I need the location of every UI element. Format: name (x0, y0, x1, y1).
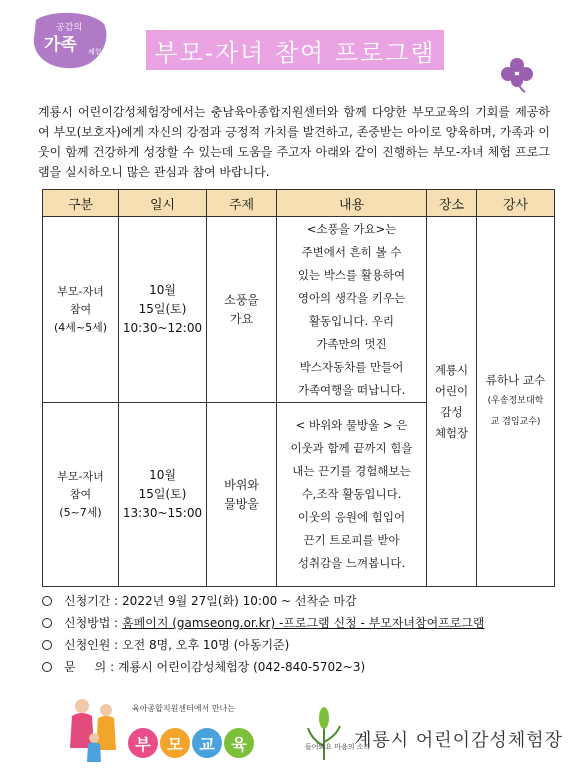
info-row-capacity (42, 634, 562, 656)
info-row-period (42, 590, 562, 612)
homepage-link[interactable]: 홈페이지 (gamseong.or.kr) -프로그램 신청 - 부모자녀참여프로그램 (122, 616, 485, 630)
datetime-cell (119, 403, 207, 587)
logo-pill: 모 (160, 728, 190, 758)
parent-education-logo (128, 728, 254, 758)
datetime-line: 15일(토) (138, 487, 187, 501)
datetime-line: 13:30~15:00 (122, 506, 203, 520)
content-line: 가족만의 멋진 (316, 336, 387, 351)
place-cell (427, 217, 477, 587)
application-info (42, 590, 562, 678)
info-value: 오전 8명, 오후 10명 (아동기준) (122, 638, 290, 652)
info-value: 계룡시 어린이감성체험장 (042-840-5702~3) (117, 660, 366, 674)
content-line: 이웃과 함께 끝까지 힘을 (290, 441, 413, 455)
organization-slogan: 들어봐요 마음의 소리 (305, 743, 371, 751)
instructor-line: 교 겸임교수) (490, 417, 541, 427)
content-line: 내는 끈기를 경험해보는 (292, 464, 411, 478)
info-label: 신청인원 : (64, 638, 123, 652)
content-line: 영아의 생각을 키우는 (297, 290, 406, 305)
table-header-row (43, 190, 555, 217)
place-line: 감성 (440, 404, 463, 419)
place-line: 계룡시 (434, 362, 469, 377)
circle-bullet-icon (42, 662, 52, 672)
content-cell (277, 403, 427, 587)
logo-pill: 육 (224, 728, 254, 758)
circle-bullet-icon (42, 640, 52, 650)
instructor-line: 류하나 교수 (485, 373, 546, 387)
info-label: 신청기간 : (64, 594, 123, 608)
datetime-line: 10:30~12:00 (122, 321, 203, 335)
place-line: 어린이 (434, 383, 469, 398)
instructor-cell (477, 217, 555, 587)
header-datetime: 일시 (119, 190, 207, 217)
info-value: 2022년 9월 27일(화) 10:00 ~ 선착순 마감 (122, 594, 357, 608)
info-label: 신청방법 : (64, 616, 123, 630)
title-banner (146, 30, 444, 70)
topic-line: 물방울 (224, 496, 259, 511)
topic-cell (207, 217, 277, 403)
instructor-line: (우송정보대학 (487, 396, 544, 406)
place-line: 체험장 (434, 425, 469, 440)
header-place: 장소 (427, 190, 477, 217)
header-content: 내용 (277, 190, 427, 217)
content-line: 가족여행을 떠납니다. (297, 382, 406, 397)
content-line: <소풍을 가요>는 (306, 221, 397, 236)
logo-pill: 부 (128, 728, 158, 758)
logo-line3: 체험 (88, 48, 102, 56)
info-label: 문 의 : (64, 660, 118, 674)
content-line: 있는 박스를 활용하여 (297, 267, 406, 282)
category-line: 참여 (69, 302, 92, 316)
info-row-contact (42, 656, 562, 678)
circle-bullet-icon (42, 596, 52, 606)
category-cell (43, 403, 119, 587)
category-line: (4세~5세) (53, 320, 108, 334)
content-line: 주변에서 흔히 볼 수 (301, 244, 402, 259)
category-line: (5~7세) (59, 505, 102, 519)
brand-caption: 육아종합지원센터에서 만나는 (132, 704, 236, 713)
page-title: 부모-자녀 참여 프로그램 (154, 38, 436, 67)
content-line: 성취감을 느껴봅니다. (297, 556, 406, 570)
organization-name: 계룡시 어린이감성체험장 (354, 730, 563, 751)
content-line: 박스자동차를 만들어 (299, 359, 404, 374)
clover-icon (497, 54, 537, 94)
topic-line: 바위와 (224, 477, 259, 492)
topic-cell (207, 403, 277, 587)
logo-line1: 공감의 (56, 23, 83, 33)
category-line: 부모-자녀 (57, 469, 104, 483)
header-category: 구분 (43, 190, 119, 217)
logo-pill: 교 (192, 728, 222, 758)
logo-line2: 가족 (44, 35, 77, 55)
header-instructor: 강사 (477, 190, 555, 217)
datetime-line: 10월 (149, 468, 176, 482)
logo-empathy-family (30, 10, 112, 72)
content-line: 이웃의 응원에 힘입어 (297, 510, 406, 524)
program-table (42, 189, 555, 587)
category-line: 참여 (69, 487, 92, 501)
content-cell (277, 217, 427, 403)
topic-line: 소풍을 (224, 292, 259, 307)
circle-bullet-icon (42, 618, 52, 628)
datetime-line: 15일(토) (138, 302, 187, 316)
datetime-cell (119, 217, 207, 403)
category-cell (43, 217, 119, 403)
content-line: < 바위와 물방울 > 은 (295, 418, 408, 432)
datetime-line: 10월 (149, 283, 176, 297)
content-line: 끈기 트로피를 받아 (303, 533, 400, 547)
table-row (43, 217, 555, 403)
content-line: 수,조작 활동입니다. (301, 487, 402, 501)
category-line: 부모-자녀 (57, 284, 104, 298)
info-row-method (42, 612, 562, 634)
topic-line: 가요 (229, 311, 254, 326)
intro-paragraph: 계룡시 어린이감성체험장에서는 충남육아종합지원센터와 함께 다양한 부모교육의 기회를 제공하여 부모(보호자)에게 자신의 강점과 긍정적 가치를 발견하고, 존중받는 아이로 양육하며, 가족과 이웃이 함께 건강하게 성장할 수 있는데 도움을 주고자 아래와 같이 진행하는 부모-자녀 체험 프로그램을 실시하오니 많은 관심과 참여 바랍니다. (38, 105, 550, 179)
content-line: 활동입니다. 우리 (308, 313, 395, 328)
header-topic: 주제 (207, 190, 277, 217)
